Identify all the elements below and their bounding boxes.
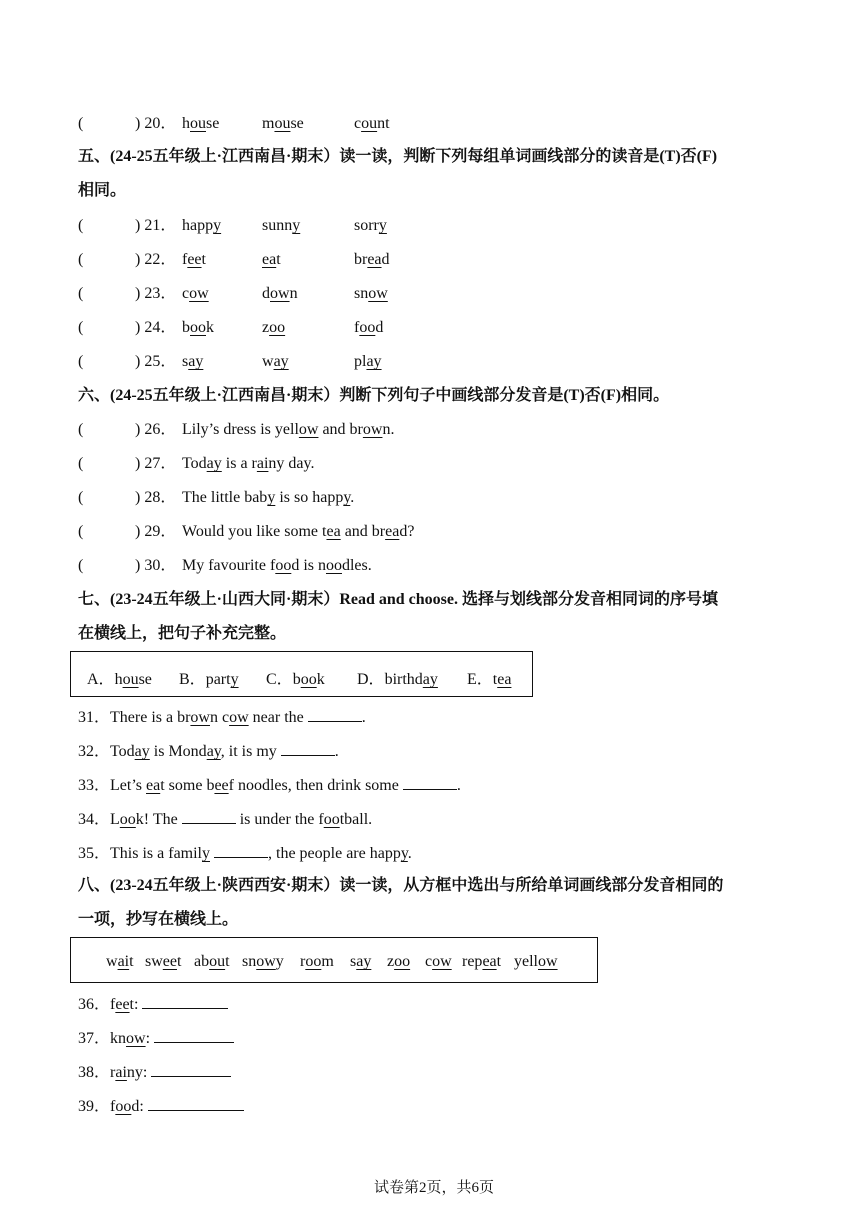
answer-paren-open: ( [78, 285, 84, 302]
word-bank-item: about [194, 953, 230, 970]
answer-blank[interactable] [151, 1061, 231, 1077]
word-2: down [262, 285, 298, 302]
option-d: D．birthday [357, 671, 438, 688]
answer-paren-open: ( [78, 319, 84, 336]
section-6-heading: 六、(24-25五年级上·江西南昌·期末）判断下列句子中画线部分发音是(T)否(F)相同。 [78, 387, 670, 404]
option-e: E．tea [467, 671, 512, 688]
answer-blank[interactable] [148, 1095, 244, 1111]
question-33: 33．Let’s eat some beef noodles, then drink some . [78, 774, 461, 796]
answer-blank[interactable] [281, 740, 335, 756]
question-38: 38．rainy: [78, 1061, 231, 1083]
word-bank-item: sweet [145, 953, 182, 970]
word-1: say [182, 353, 204, 370]
section-8-heading: 八、(23-24五年级上·陕西西安·期末）读一读，从方框中选出与所给单词画线部分发音相同的 [78, 877, 724, 894]
section-7-heading: 七、(23-24五年级上·山西大同·期末）Read and choose. 选择与划线部分发音相同词的序号填 [78, 591, 719, 608]
word-bank-item: yellow [514, 953, 558, 970]
answer-paren-open: ( [78, 421, 84, 438]
word-1: house [182, 115, 220, 132]
word-bank-item: cow [425, 953, 452, 970]
section-7-heading-cont: 在横线上，把句子补充完整。 [78, 625, 287, 642]
question-20 [78, 114, 478, 134]
answer-paren-open: ( [78, 217, 84, 234]
question-number: ) 26． [135, 421, 177, 438]
word-1: happy [182, 217, 222, 234]
word-2: zoo [262, 319, 286, 336]
question-28 [78, 488, 678, 508]
word-bank-item: wait [106, 953, 134, 970]
question-number: ) 27． [135, 455, 177, 472]
question-number: ) 23． [135, 285, 177, 302]
question-22 [78, 250, 478, 270]
question-number: ) 24． [135, 319, 177, 336]
word-3: food [354, 319, 384, 336]
question-27 [78, 454, 678, 474]
word-1: cow [182, 285, 209, 302]
word-1: book [182, 319, 214, 336]
word-2: way [262, 353, 289, 370]
word-2: eat [262, 251, 281, 268]
answer-blank[interactable] [154, 1027, 234, 1043]
word-3: play [354, 353, 382, 370]
word-bank-item: say [350, 953, 372, 970]
word-1: feet [182, 251, 206, 268]
answer-blank[interactable] [214, 842, 268, 858]
sentence: Lily’s dress is yellow and brown. [182, 421, 395, 438]
word-bank-box [70, 937, 598, 983]
section-8-heading-cont: 一项，抄写在横线上。 [78, 911, 239, 928]
question-23 [78, 284, 478, 304]
question-36: 36．feet: [78, 993, 228, 1015]
question-29 [78, 522, 678, 542]
question-37: 37．know: [78, 1027, 234, 1049]
sentence: Would you like some tea and bread? [182, 523, 415, 540]
options-box [70, 651, 533, 697]
section-5-heading-cont: 相同。 [78, 182, 127, 199]
question-30 [78, 556, 678, 576]
word-2: sunny [262, 217, 301, 234]
question-number: ) 29． [135, 523, 177, 540]
word-2: mouse [262, 115, 304, 132]
question-number: ) 30． [135, 557, 177, 574]
answer-paren-open: ( [78, 251, 84, 268]
answer-paren-open: ( [78, 455, 84, 472]
word-bank-item: snowy [242, 953, 284, 970]
word-bank-item: zoo [387, 953, 411, 970]
sentence: Today is a rainy day. [182, 455, 315, 472]
answer-blank[interactable] [142, 993, 228, 1009]
question-25 [78, 352, 478, 372]
section-5-heading: 五、(24-25五年级上·江西南昌·期末）读一读，判断下列每组单词画线部分的读音是(T)否(F) [78, 148, 718, 165]
question-number: ) 20． [135, 115, 177, 132]
page-footer: 试卷第2页，共6页 [373, 1180, 494, 1196]
answer-paren-open: ( [78, 353, 84, 370]
question-26 [78, 420, 678, 440]
answer-blank[interactable] [182, 808, 236, 824]
question-number: ) 28． [135, 489, 177, 506]
question-34: 34．Look! The is under the football. [78, 808, 372, 830]
question-31: 31．There is a brown cow near the . [78, 706, 366, 728]
question-39: 39．food: [78, 1095, 244, 1117]
question-21 [78, 216, 478, 236]
word-3: sorry [354, 217, 387, 234]
sentence: The little baby is so happy. [182, 489, 355, 506]
answer-paren-open: ( [78, 557, 84, 574]
word-bank-item: repeat [462, 953, 502, 970]
sentence: My favourite food is noodles. [182, 557, 372, 574]
word-3: count [354, 115, 390, 132]
word-3: snow [354, 285, 388, 302]
question-35: 35．This is a family , the people are happy. [78, 842, 412, 864]
option-c: C．book [266, 671, 325, 688]
question-number: ) 21． [135, 217, 177, 234]
word-3: bread [354, 251, 390, 268]
option-a: A．house [87, 671, 152, 688]
word-bank-item: room [300, 953, 334, 970]
question-number: ) 22． [135, 251, 177, 268]
answer-paren-open: ( [78, 523, 84, 540]
question-number: ) 25． [135, 353, 177, 370]
answer-blank[interactable] [403, 774, 457, 790]
question-24 [78, 318, 478, 338]
question-32: 32．Today is Monday, it is my . [78, 740, 339, 762]
option-b: B．party [179, 671, 239, 688]
answer-paren-open: ( [78, 489, 84, 506]
answer-paren-open: ( [78, 115, 84, 132]
answer-blank[interactable] [308, 706, 362, 722]
